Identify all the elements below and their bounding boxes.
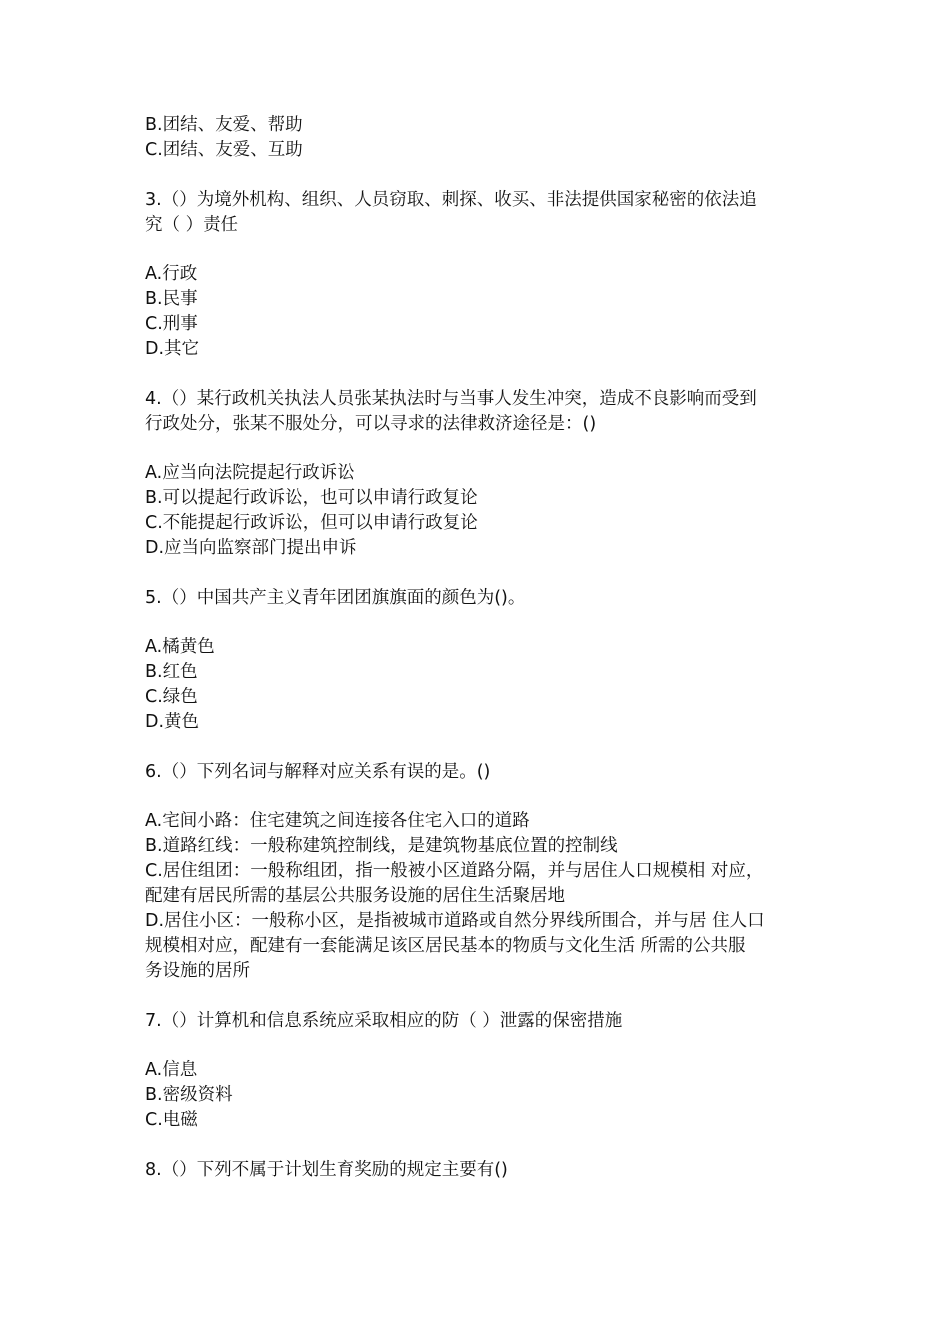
question-3 — [145, 188, 815, 238]
document-page — [145, 113, 815, 1183]
option-line: 配建有居民所需的基层公共服务设施的居住生活聚居地 — [145, 886, 565, 906]
option-line: B.团结、友爱、帮助 — [145, 115, 303, 135]
option-line: A.橘黄色 — [145, 637, 215, 657]
question-5 — [145, 586, 815, 611]
question-text: 8.（）下列不属于计划生育奖励的规定主要有() — [145, 1159, 508, 1180]
option-line: C.刑事 — [145, 314, 198, 334]
options-q3 — [145, 262, 815, 362]
question-text: 3.（）为境外机构、组织、人员窃取、刺探、收买、非法提供国家秘密的依法追 — [145, 189, 757, 210]
option-line: C.不能提起行政诉讼，但可以申请行政复论 — [145, 513, 478, 533]
options-q5 — [145, 635, 815, 735]
option-line: 务设施的居所 — [145, 961, 250, 981]
option-line: B.密级资料 — [145, 1085, 233, 1105]
option-line: A.宅间小路：住宅建筑之间连接各住宅入口的道路 — [145, 811, 530, 831]
option-line: C.居住组团：一般称组团，指一般被小区道路分隔，并与居住人口规模相 对应， — [145, 861, 764, 881]
option-line: B.红色 — [145, 662, 198, 682]
question-7 — [145, 1009, 815, 1034]
question-6 — [145, 760, 815, 785]
question-text: 4.（）某行政机关执法人员张某执法时与当事人发生冲突，造成不良影响而受到 — [145, 388, 757, 409]
options-q4 — [145, 461, 815, 561]
option-line: C.绿色 — [145, 687, 198, 707]
option-line: B.道路红线：一般称建筑控制线，是建筑物基底位置的控制线 — [145, 836, 618, 856]
option-line: D.应当向监察部门提出申诉 — [145, 538, 357, 558]
option-line: A.应当向法院提起行政诉讼 — [145, 463, 355, 483]
options-q6 — [145, 809, 815, 984]
question-text: 究（ ）责任 — [145, 214, 239, 235]
question-4 — [145, 387, 815, 437]
question-text: 6.（）下列名词与解释对应关系有误的是。() — [145, 761, 491, 782]
option-line: B.民事 — [145, 289, 198, 309]
option-line: D.其它 — [145, 339, 200, 359]
option-line: A.信息 — [145, 1060, 198, 1080]
option-line: C.团结、友爱、互助 — [145, 140, 303, 160]
question-text: 行政处分，张某不服处分，可以寻求的法律救济途径是：() — [145, 413, 597, 434]
options-q7 — [145, 1058, 815, 1133]
option-line: B.可以提起行政诉讼，也可以申请行政复论 — [145, 488, 478, 508]
option-line: 规模相对应，配建有一套能满足该区居民基本的物质与文化生活 所需的公共服 — [145, 936, 746, 956]
option-line: D.黄色 — [145, 712, 200, 732]
question-8 — [145, 1158, 815, 1183]
question-text: 7.（）计算机和信息系统应采取相应的防（ ）泄露的保密措施 — [145, 1010, 623, 1031]
option-line: D.居住小区：一般称小区，是指被城市道路或自然分界线所围合，并与居 住人口 — [145, 911, 765, 931]
option-line: A.行政 — [145, 264, 198, 284]
options-q2 — [145, 113, 815, 163]
question-text: 5.（）中国共产主义青年团团旗旗面的颜色为()。 — [145, 587, 526, 608]
option-line: C.电磁 — [145, 1110, 198, 1130]
